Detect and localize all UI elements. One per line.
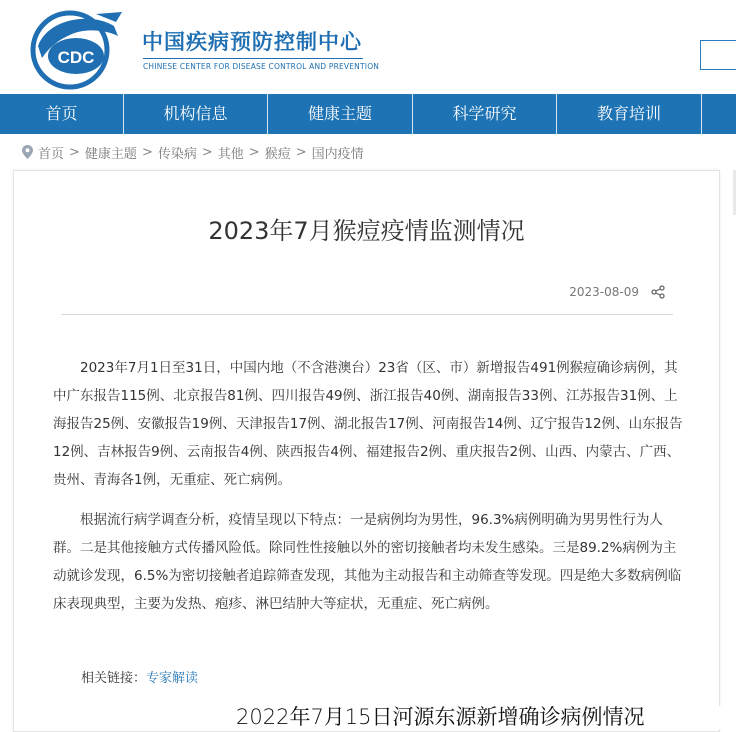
nav-item-home[interactable]: 首页 — [0, 94, 124, 134]
related-links — [81, 667, 198, 686]
breadcrumb-separator: > — [69, 144, 80, 160]
related-links-label: 相关链接： — [81, 671, 147, 686]
breadcrumb-mpox[interactable]: 猴痘 — [264, 146, 291, 162]
cdc-logo[interactable] — [26, 8, 126, 90]
expert-interpretation-link[interactable]: 专家解读 — [146, 671, 199, 686]
breadcrumb-health-topics[interactable]: 健康主题 — [84, 146, 137, 162]
article-title: 2023年7月猴痘疫情监测情况 — [208, 217, 525, 245]
header-divider — [143, 58, 363, 59]
svg-text:CDC: CDC — [57, 48, 95, 67]
breadcrumb-separator: > — [141, 144, 153, 160]
share-icon[interactable] — [651, 285, 665, 299]
publish-date: 2023-08-09 — [569, 285, 639, 299]
breadcrumb-infectious-disease[interactable]: 传染病 — [157, 146, 197, 162]
nav-item-education[interactable]: 教育培训 — [557, 94, 702, 134]
breadcrumb — [22, 142, 364, 162]
breadcrumb-separator: > — [295, 144, 307, 160]
nav-item-research[interactable]: 科学研究 — [413, 94, 557, 134]
location-pin-icon — [22, 145, 33, 159]
site-name-cn: 中国疾病预防控制中心 — [142, 30, 362, 54]
overlay-caption: 2022年7月15日河源东源新增确诊病例情况 — [236, 706, 736, 729]
main-nav — [0, 94, 736, 134]
site-name-en: CHINESE CENTER FOR DISEASE CONTROL AND PREVENTION — [143, 62, 380, 71]
nav-item-about[interactable]: 机构信息 — [124, 94, 268, 134]
title-divider — [61, 314, 673, 315]
site-header — [0, 0, 736, 94]
breadcrumb-home[interactable]: 首页 — [38, 146, 65, 162]
breadcrumb-other[interactable]: 其他 — [217, 146, 244, 162]
nav-item-health-topics[interactable]: 健康主题 — [268, 94, 413, 134]
article-meta — [569, 285, 665, 299]
article-card — [13, 170, 720, 732]
article-paragraph-2: 根据流行病学调查分析，疫情呈现以下特点：一是病例均为男性，96.3%病例明确为男男性行为人群。二是其他接触方式传播风险低。除同性性接触以外的密切接触者均未发生感染。三是89.2%病例为主动就诊发现，6.5%为密切接触者追踪筛查发现，其他为主动报告和主动筛查等发现。四是绝大多数病例临床表现典型，主要为发热、疱疹、淋巴结肿大等症状，无重症、死亡病例。 — [53, 512, 682, 612]
article-paragraph-1: 2023年7月1日至31日，中国内地（不含港澳台）23省（区、市）新增报告491例猴痘确诊病例，其中广东报告115例、北京报告81例、四川报告49例、浙江报告40例、湖南报告33例、江苏报告31例、上海报告25例、安徽报告19例、天津报告17例、湖北报告17例、河南报告14例、辽宁报告12例、山东报告12例、吉林报告9例、云南报告4例、陕西报告4例、福建报告2例、重庆报告2例、山西、内蒙古、广西、贵州、青海各1例，无重症、死亡病例。 — [53, 360, 683, 488]
search-input[interactable] — [700, 40, 736, 70]
breadcrumb-separator: > — [248, 144, 260, 160]
breadcrumb-domestic-outbreak[interactable]: 国内疫情 — [311, 146, 364, 162]
breadcrumb-separator: > — [201, 144, 213, 160]
